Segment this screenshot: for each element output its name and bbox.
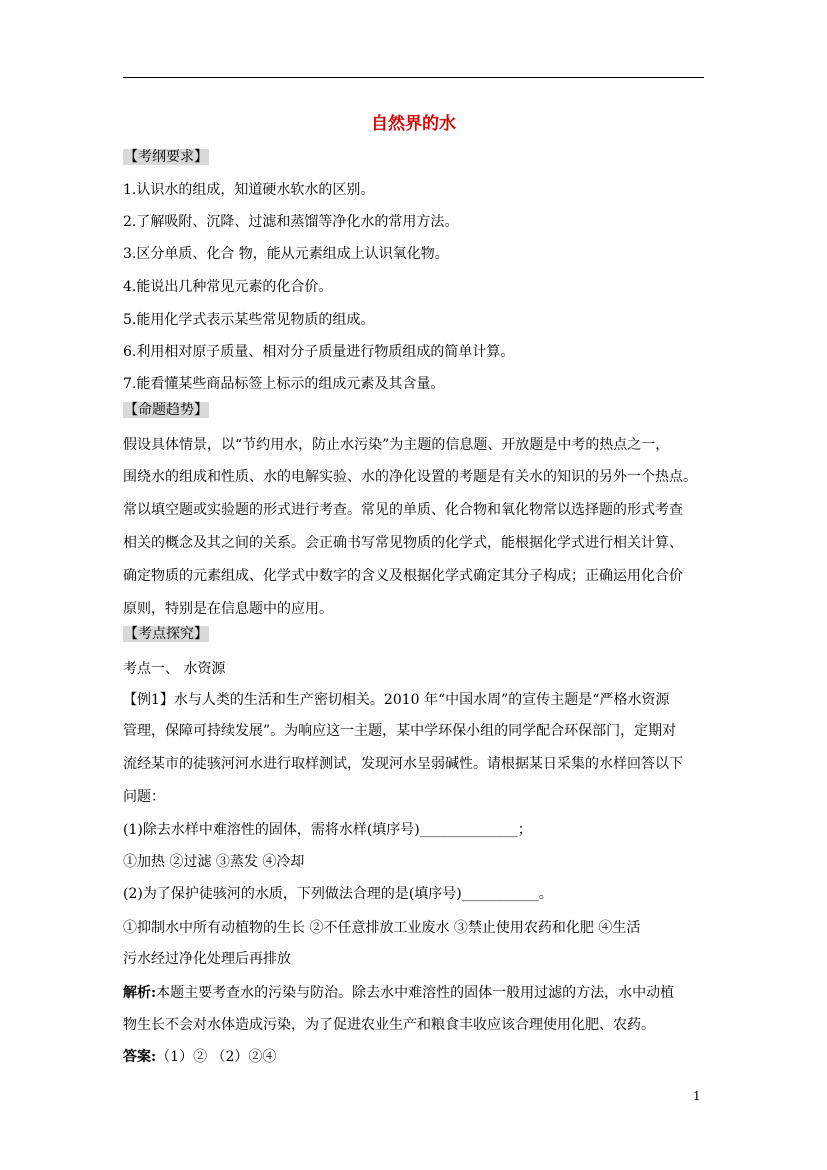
requirement-item: 3.区分单质、化合 物，能从元素组成上认识氧化物。 (123, 246, 449, 262)
answer (123, 1047, 276, 1067)
heading-label: 【考点探究】 (124, 626, 208, 642)
trend-paragraph-line: 假设具体情景，以“节约用水，防止水污染”为主题的信息题、开放题是中考的热点之一， (123, 437, 670, 453)
example-line: 问题： (123, 789, 165, 805)
example-line: 管理，保障可持续发展”。为响应这一主题，某中学环保小组的同学配合环保部门，定期对 (123, 723, 677, 739)
analysis-label: 解析: (123, 985, 157, 1001)
heading-label: 【考纲要求】 (124, 149, 208, 165)
requirement-item: 2.了解吸附、沉降、过滤和蒸馏等净化水的常用方法。 (123, 214, 459, 230)
requirement-item: 7.能看懂某些商品标签上标示的组成元素及其含量。 (123, 376, 445, 392)
example-line: 【例1】水与人类的生活和生产密切相关。2010 年“中国水周”的宣传主题是“严格水资源 (123, 692, 670, 708)
analysis-line: 物生长不会对水体造成污染，为了促进农业生产和粮食丰收应该合理使用化肥、农药。 (123, 1017, 655, 1033)
example-line: 流经某市的徒骇河河水进行取样测试，发现河水呈弱碱性。请根据某日采集的水样回答以下 (123, 756, 683, 772)
answer-label: 答案: (123, 1049, 157, 1065)
trend-paragraph-line: 相关的概念及其之间的关系。会正确书写常见物质的化学式，能根据化学式进行相关计算、 (123, 535, 683, 551)
analysis-text: 本题主要考查水的污染与防治。除去水中难溶性的固体一般用过滤的方法，水中动植 (156, 985, 675, 1001)
question-one: (1)除去水样中难溶性的固体，需将水样(填序号)______________； (123, 822, 532, 838)
header-rule (123, 77, 704, 78)
heading-label: 【命题趋势】 (124, 402, 208, 418)
requirement-item: 5.能用化学式表示某些常见物质的组成。 (123, 312, 375, 328)
page-title: 自然界的水 (371, 114, 456, 134)
requirement-item: 6.利用相对原子质量、相对分子质量进行物质组成的简单计算。 (123, 344, 515, 360)
question-two-options: 污水经过净化处理后再排放 (123, 951, 291, 967)
section-heading-trend (123, 400, 209, 420)
analysis (123, 983, 674, 1003)
question-one-options: ①加热 ②过滤 ③蒸发 ④冷却 (123, 854, 305, 870)
section-heading-requirements (123, 147, 209, 167)
page-number: 1 (693, 1089, 701, 1103)
requirement-item: 1.认识水的组成，知道硬水软水的区别。 (123, 182, 375, 198)
answer-text: （1）② （2）②④ (156, 1049, 277, 1065)
trend-paragraph-line: 原则，特别是在信息题中的应用。 (123, 601, 333, 617)
question-two: (2)为了保护徒骇河的水质，下列做法合理的是(填序号)___________。 (123, 886, 553, 902)
trend-paragraph-line: 确定物质的元素组成、化学式中数字的含义及根据化学式确定其分子构成；正确运用化合价 (123, 568, 683, 584)
question-two-options: ①抑制水中所有动植物的生长 ②不任意排放工业废水 ③禁止使用农药和化肥 ④生活 (123, 920, 641, 936)
section-heading-explore (123, 624, 209, 644)
trend-paragraph-line: 围绕水的组成和性质、水的电解实验、水的净化设置的考题是有关水的知识的另外一个热点。 (123, 469, 697, 485)
requirement-item: 4.能说出几种常见元素的化合价。 (123, 279, 333, 295)
trend-paragraph-line: 常以填空题或实验题的形式进行考查。常见的单质、化合物和氧化物常以选择题的形式考查 (123, 502, 683, 518)
topic-heading: 考点一、 水资源 (123, 661, 226, 677)
